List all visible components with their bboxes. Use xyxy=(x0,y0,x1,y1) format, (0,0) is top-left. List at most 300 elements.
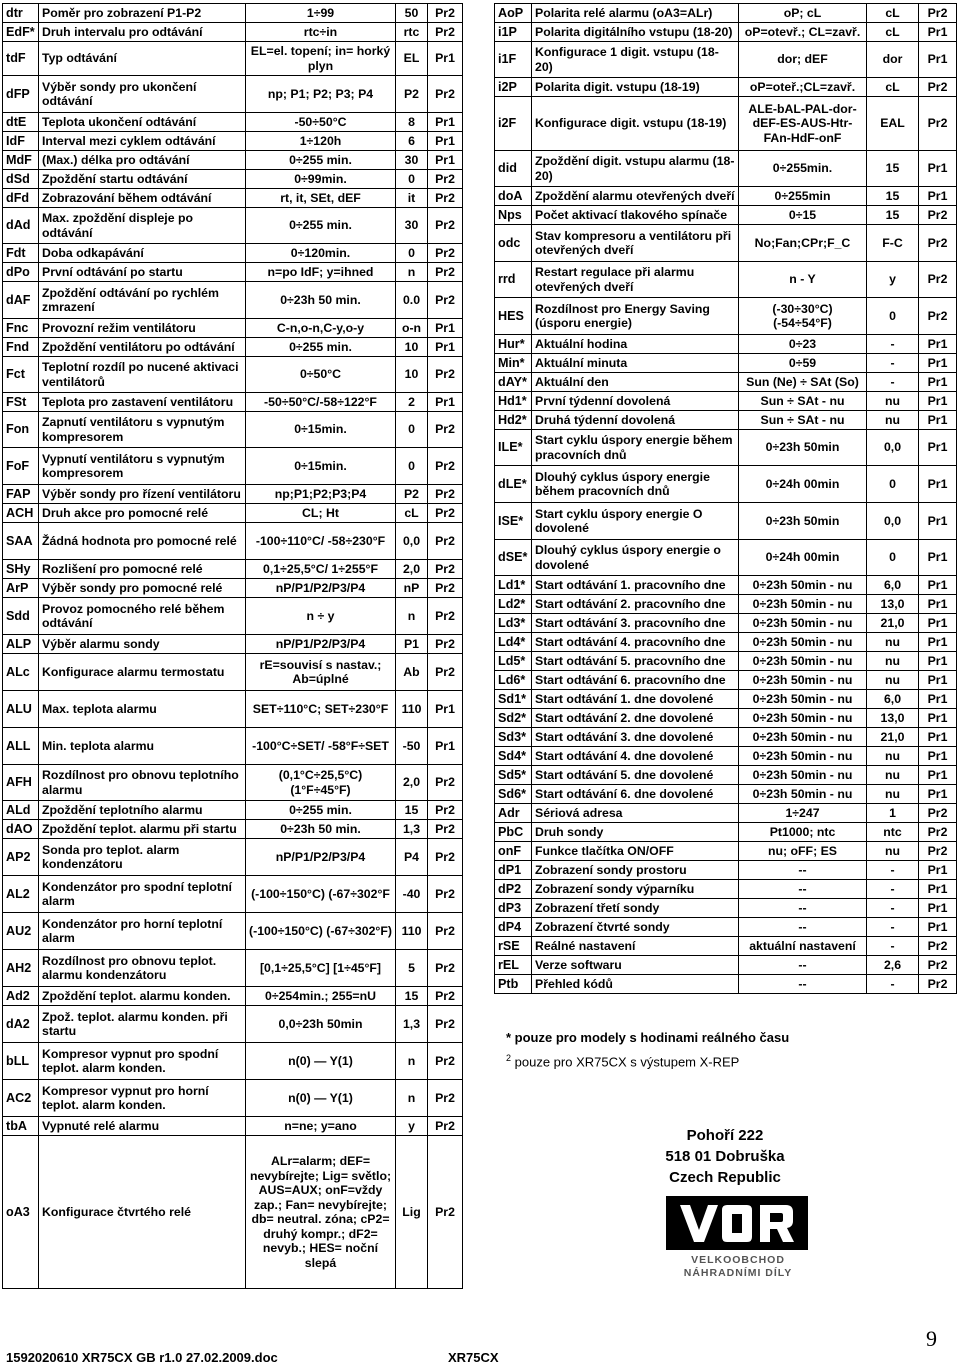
param-level: Pr1 xyxy=(919,373,957,392)
param-code: dAO xyxy=(3,820,39,839)
param-range: (0,1°C÷25,5°C) (1°F÷45°F) xyxy=(246,765,396,801)
param-default: 15 xyxy=(867,187,919,206)
param-range: 0÷120min. xyxy=(246,244,396,263)
param-default: 0.0 xyxy=(396,282,428,319)
table-row xyxy=(495,899,957,918)
param-level: Pr2 xyxy=(919,956,957,975)
table-row xyxy=(495,430,957,466)
param-level: Pr2 xyxy=(919,206,957,225)
param-level: Pr2 xyxy=(428,635,463,654)
param-level: Pr2 xyxy=(428,23,463,42)
table-row xyxy=(3,412,463,448)
param-range: (-100÷150°C) (-67÷302°F) xyxy=(246,913,396,950)
param-default: 15 xyxy=(867,151,919,187)
param-range: Sun (Ne) ÷ SAt (So) xyxy=(739,373,867,392)
param-default: 5 xyxy=(396,950,428,987)
param-level: Pr1 xyxy=(919,23,957,42)
param-code: dPo xyxy=(3,263,39,282)
param-default: 50 xyxy=(396,4,428,23)
param-code: Sdd xyxy=(3,598,39,635)
table-row xyxy=(3,1117,463,1136)
param-level: Pr2 xyxy=(428,598,463,635)
param-level: Pr1 xyxy=(428,319,463,338)
param-description: Dlouhý cyklus úspory energie o dovolené xyxy=(532,540,739,576)
table-row xyxy=(495,842,957,861)
param-description: Výběr sondy pro řízení ventilátoru xyxy=(39,485,246,504)
param-code: dFd xyxy=(3,189,39,208)
table-row xyxy=(3,654,463,691)
param-default: 10 xyxy=(396,338,428,357)
param-code: oA3 xyxy=(3,1136,39,1289)
param-range: ALE-bAL-PAL-dor-dEF-ES-AUS-Htr-FAn-HdF-onF xyxy=(739,97,867,151)
param-default: P2 xyxy=(396,485,428,504)
table-row xyxy=(3,801,463,820)
param-level: Pr2 xyxy=(428,1117,463,1136)
right-parameter-table xyxy=(494,3,957,994)
table-row xyxy=(3,579,463,598)
table-row xyxy=(495,804,957,823)
param-description: Výběr sondy pro ukončení odtávání xyxy=(39,76,246,113)
param-default: F-C xyxy=(867,225,919,262)
param-code: AC2 xyxy=(3,1080,39,1117)
param-range: 0÷255min xyxy=(739,187,867,206)
param-code: dA2 xyxy=(3,1006,39,1043)
param-range: nP/P1/P2/P3/P4 xyxy=(246,579,396,598)
param-description: Sériová adresa xyxy=(532,804,739,823)
table-row xyxy=(3,189,463,208)
param-range: aktuální nastavení xyxy=(739,937,867,956)
param-description: Vypnuté relé alarmu xyxy=(39,1117,246,1136)
table-row xyxy=(3,598,463,635)
table-row xyxy=(495,97,957,151)
param-range: nP/P1/P2/P3/P4 xyxy=(246,839,396,876)
param-description: Teplota ukončení odtávání xyxy=(39,113,246,132)
param-level: Pr2 xyxy=(919,804,957,823)
param-code: AFH xyxy=(3,765,39,801)
param-default: 15 xyxy=(396,987,428,1006)
param-level: Pr1 xyxy=(919,540,957,576)
table-row xyxy=(495,354,957,373)
table-row xyxy=(3,913,463,950)
param-description: Zobrazení sondy prostoru xyxy=(532,861,739,880)
table-row xyxy=(3,987,463,1006)
param-level: Pr1 xyxy=(428,691,463,728)
param-code: ACH xyxy=(3,504,39,523)
param-range: np;P1;P2;P3;P4 xyxy=(246,485,396,504)
param-code: i1P xyxy=(495,23,532,42)
param-range: -- xyxy=(739,861,867,880)
param-code: dAF xyxy=(3,282,39,319)
param-code: Ld6* xyxy=(495,671,532,690)
param-default: 0 xyxy=(396,448,428,485)
table-row xyxy=(495,298,957,335)
param-range: nP/P1/P2/P3/P4 xyxy=(246,635,396,654)
param-description: (Max.) délka pro odtávání xyxy=(39,151,246,170)
param-description: Zobrazení sondy výparníku xyxy=(532,880,739,899)
param-range: No;Fan;CPr;F_C xyxy=(739,225,867,262)
param-level: Pr2 xyxy=(919,823,957,842)
param-level: Pr1 xyxy=(919,899,957,918)
param-level: Pr2 xyxy=(919,937,957,956)
param-default: 0 xyxy=(396,170,428,189)
table-row xyxy=(3,839,463,876)
param-default: nu xyxy=(867,747,919,766)
param-default: 21,0 xyxy=(867,728,919,747)
param-description: Start odtávání 4. dne dovolené xyxy=(532,747,739,766)
param-default: - xyxy=(867,899,919,918)
logo-tagline-2: NÁHRADNÍMI DÍLY xyxy=(683,1267,793,1279)
param-default: nu xyxy=(867,785,919,804)
param-level: Pr2 xyxy=(428,208,463,244)
param-range: 0÷23h 50min - nu xyxy=(739,690,867,709)
param-range: 0÷24h 00min xyxy=(739,540,867,576)
param-code: Sd3* xyxy=(495,728,532,747)
param-range: (-100÷150°C) (-67÷302°F xyxy=(246,876,396,913)
param-default: nu xyxy=(867,766,919,785)
table-row xyxy=(495,823,957,842)
param-description: Start odtávání 2. pracovního dne xyxy=(532,595,739,614)
param-level: Pr2 xyxy=(428,950,463,987)
param-level: Pr1 xyxy=(919,595,957,614)
param-code: Fnc xyxy=(3,319,39,338)
param-level: Pr2 xyxy=(919,975,957,994)
param-range: n - Y xyxy=(739,262,867,298)
param-code: dP4 xyxy=(495,918,532,937)
param-range: 0÷23h 50min - nu xyxy=(739,595,867,614)
param-code: dFP xyxy=(3,76,39,113)
param-range: -100°C÷SET/ -58°F÷SET xyxy=(246,728,396,765)
param-code: Fct xyxy=(3,357,39,393)
param-default: nu xyxy=(867,411,919,430)
param-range: 0÷255 min. xyxy=(246,208,396,244)
table-row xyxy=(495,151,957,187)
param-range: rtc÷in xyxy=(246,23,396,42)
param-code: Hur* xyxy=(495,335,532,354)
param-range: -- xyxy=(739,880,867,899)
param-level: Pr2 xyxy=(919,225,957,262)
param-level: Pr2 xyxy=(428,560,463,579)
param-default: cL xyxy=(867,4,919,23)
param-level: Pr1 xyxy=(919,728,957,747)
param-range: n=ne; y=ano xyxy=(246,1117,396,1136)
param-description: Konfigurace 1 digit. vstupu (18-20) xyxy=(532,42,739,78)
param-range: -- xyxy=(739,956,867,975)
table-row xyxy=(495,671,957,690)
param-range: 0÷15min. xyxy=(246,448,396,485)
param-code: Hd2* xyxy=(495,411,532,430)
param-description: Zpoždění ventilátoru po odtávání xyxy=(39,338,246,357)
param-description: Rozdílnost pro obnovu teplot. alarmu kondenzátoru xyxy=(39,950,246,987)
param-default: P2 xyxy=(396,76,428,113)
param-range: 0÷254min.; 255=nU xyxy=(246,987,396,1006)
param-code: AH2 xyxy=(3,950,39,987)
param-code: onF xyxy=(495,842,532,861)
param-range: [0,1÷25,5°C] [1÷45°F] xyxy=(246,950,396,987)
param-default: 10 xyxy=(396,357,428,393)
param-range: 0÷23 xyxy=(739,335,867,354)
param-code: Fon xyxy=(3,412,39,448)
table-row xyxy=(3,244,463,263)
param-default: n xyxy=(396,1043,428,1080)
param-level: Pr2 xyxy=(428,263,463,282)
table-row xyxy=(495,956,957,975)
param-code: rEL xyxy=(495,956,532,975)
param-code: ALL xyxy=(3,728,39,765)
param-default: P1 xyxy=(396,635,428,654)
param-range: 0÷15min. xyxy=(246,412,396,448)
param-range: 0÷23h 50min - nu xyxy=(739,785,867,804)
table-row xyxy=(3,1006,463,1043)
table-row xyxy=(495,23,957,42)
param-default: n xyxy=(396,263,428,282)
param-description: Zobrazení čtvrté sondy xyxy=(532,918,739,937)
param-code: Adr xyxy=(495,804,532,823)
param-default: 1,3 xyxy=(396,820,428,839)
param-range: ALr=alarm; dEF= nevybírejte; Lig= světlo; AUS=AUX; onF=vždy zap.; Fan= nevybírejte; db= neutral. zóna; cP2= druhý kompr.; dF2= nevyb.; HES= noční slepá xyxy=(246,1136,396,1289)
param-code: Sd1* xyxy=(495,690,532,709)
param-code: dLE* xyxy=(495,466,532,503)
param-level: Pr1 xyxy=(919,747,957,766)
param-code: dP2 xyxy=(495,880,532,899)
param-description: Start odtávání 6. dne dovolené xyxy=(532,785,739,804)
table-row xyxy=(495,466,957,503)
param-code: AoP xyxy=(495,4,532,23)
table-row xyxy=(3,357,463,393)
param-range: 0÷23h 50min - nu xyxy=(739,747,867,766)
param-code: tdF xyxy=(3,42,39,76)
param-range: Sun ÷ SAt - nu xyxy=(739,392,867,411)
param-range: Sun ÷ SAt - nu xyxy=(739,411,867,430)
param-level: Pr2 xyxy=(919,842,957,861)
param-description: Výběr alarmu sondy xyxy=(39,635,246,654)
param-code: ALP xyxy=(3,635,39,654)
param-code: Ld3* xyxy=(495,614,532,633)
param-range: (-30÷30°C) (-54÷54°F) xyxy=(739,298,867,335)
param-code: dAd xyxy=(3,208,39,244)
param-code: ALd xyxy=(3,801,39,820)
table-row xyxy=(3,485,463,504)
param-description: Sonda pro teplot. alarm kondenzátoru xyxy=(39,839,246,876)
param-range: 0÷23h 50min - nu xyxy=(739,766,867,785)
param-default: y xyxy=(396,1117,428,1136)
table-row xyxy=(3,42,463,76)
param-description: Min. teplota alarmu xyxy=(39,728,246,765)
table-row xyxy=(3,151,463,170)
param-default: n xyxy=(396,1080,428,1117)
param-description: Start odtávání 4. pracovního dne xyxy=(532,633,739,652)
param-range: 0÷23h 50min xyxy=(739,430,867,466)
param-range: 0÷59 xyxy=(739,354,867,373)
param-code: Fdt xyxy=(3,244,39,263)
param-level: Pr1 xyxy=(428,42,463,76)
table-row xyxy=(3,728,463,765)
param-level: Pr2 xyxy=(428,1043,463,1080)
param-default: nu xyxy=(867,633,919,652)
param-level: Pr2 xyxy=(428,4,463,23)
param-level: Pr2 xyxy=(428,801,463,820)
param-default: Ab xyxy=(396,654,428,691)
param-level: Pr1 xyxy=(919,411,957,430)
param-code: Sd4* xyxy=(495,747,532,766)
table-row xyxy=(3,635,463,654)
param-description: Interval mezi cyklem odtávání xyxy=(39,132,246,151)
param-description: Zobrazení třetí sondy xyxy=(532,899,739,918)
param-default: cL xyxy=(396,504,428,523)
param-description: Start cyklu úspory energie O dovolené xyxy=(532,503,739,540)
table-row xyxy=(3,393,463,412)
param-level: Pr2 xyxy=(428,765,463,801)
param-description: Polarita digitálního vstupu (18-20) xyxy=(532,23,739,42)
param-level: Pr2 xyxy=(428,448,463,485)
table-row xyxy=(3,319,463,338)
param-level: Pr2 xyxy=(428,244,463,263)
table-row xyxy=(3,170,463,189)
param-code: Hd1* xyxy=(495,392,532,411)
param-level: Pr2 xyxy=(428,504,463,523)
param-default: 2 xyxy=(396,393,428,412)
param-description: Aktuální den xyxy=(532,373,739,392)
param-code: ISE* xyxy=(495,503,532,540)
table-row xyxy=(3,113,463,132)
footnote-mark: 2 xyxy=(506,1053,512,1063)
param-range: 0÷23h 50min - nu xyxy=(739,709,867,728)
logo-tagline xyxy=(660,1254,816,1280)
logo-tagline-1: VELKOOBCHOD xyxy=(691,1254,785,1266)
param-code: dtr xyxy=(3,4,39,23)
param-level: Pr2 xyxy=(428,820,463,839)
table-row xyxy=(495,503,957,540)
param-description: Start odtávání 1. pracovního dne xyxy=(532,576,739,595)
param-default: rtc xyxy=(396,23,428,42)
param-description: Konfigurace alarmu termostatu xyxy=(39,654,246,691)
param-code: Sd6* xyxy=(495,785,532,804)
param-range: 0÷23h 50 min. xyxy=(246,820,396,839)
param-range: 0÷99min. xyxy=(246,170,396,189)
table-row xyxy=(495,918,957,937)
param-description: Konfigurace čtvrtého relé xyxy=(39,1136,246,1289)
param-code: dP3 xyxy=(495,899,532,918)
param-level: Pr1 xyxy=(919,392,957,411)
table-row xyxy=(495,78,957,97)
param-level: Pr1 xyxy=(919,785,957,804)
param-description: Aktuální minuta xyxy=(532,354,739,373)
address-country: Czech Republic xyxy=(669,1169,781,1186)
param-code: ALU xyxy=(3,691,39,728)
param-range: 0÷23h 50 min. xyxy=(246,282,396,319)
param-default: - xyxy=(867,373,919,392)
param-default: - xyxy=(867,937,919,956)
param-range: 0÷23h 50min - nu xyxy=(739,614,867,633)
param-code: dSd xyxy=(3,170,39,189)
param-range: CL; Ht xyxy=(246,504,396,523)
param-description: Druh sondy xyxy=(532,823,739,842)
param-default: Lig xyxy=(396,1136,428,1289)
param-default: 6,0 xyxy=(867,576,919,595)
table-row xyxy=(495,576,957,595)
param-default: - xyxy=(867,918,919,937)
param-code: doA xyxy=(495,187,532,206)
param-description: Teplotní rozdíl po nucené aktivaci ventilátorů xyxy=(39,357,246,393)
param-range: 1÷120h xyxy=(246,132,396,151)
vor-logo xyxy=(666,1196,808,1250)
param-level: Pr1 xyxy=(919,880,957,899)
param-default: nP xyxy=(396,579,428,598)
param-default: 0 xyxy=(396,244,428,263)
param-description: Reálné nastavení xyxy=(532,937,739,956)
param-code: ALc xyxy=(3,654,39,691)
param-range: 0,1÷25,5°C/ 1÷255°F xyxy=(246,560,396,579)
param-default: - xyxy=(867,861,919,880)
param-description: Funkce tlačítka ON/OFF xyxy=(532,842,739,861)
param-level: Pr2 xyxy=(919,298,957,335)
param-default: 2,0 xyxy=(396,765,428,801)
company-address xyxy=(600,1125,850,1188)
param-default: 110 xyxy=(396,691,428,728)
param-level: Pr2 xyxy=(428,357,463,393)
param-description: Restart regulace při alarmu otevřených dveří xyxy=(532,262,739,298)
param-range: 0÷23h 50min - nu xyxy=(739,652,867,671)
param-code: rrd xyxy=(495,262,532,298)
param-description: Start odtávání 1. dne dovolené xyxy=(532,690,739,709)
param-range: SET÷110°C; SET÷230°F xyxy=(246,691,396,728)
param-description: Vypnutí ventilátoru s vypnutým kompresorem xyxy=(39,448,246,485)
param-level: Pr2 xyxy=(428,523,463,560)
table-row xyxy=(495,595,957,614)
param-description: Stav kompresoru a ventilátoru při otevřených dveří xyxy=(532,225,739,262)
param-level: Pr1 xyxy=(919,671,957,690)
table-row xyxy=(495,861,957,880)
param-level: Pr1 xyxy=(919,766,957,785)
param-default: nu xyxy=(867,652,919,671)
left-table-body xyxy=(3,4,463,1289)
param-range: -50÷50°C xyxy=(246,113,396,132)
address-street: Pohoří 222 xyxy=(686,1127,764,1144)
table-row xyxy=(495,411,957,430)
param-range: 1÷99 xyxy=(246,4,396,23)
param-code: AP2 xyxy=(3,839,39,876)
param-description: Zpoždění odtávání po rychlém zmrazení xyxy=(39,282,246,319)
param-code: Sd2* xyxy=(495,709,532,728)
table-row xyxy=(495,652,957,671)
param-level: Pr2 xyxy=(919,97,957,151)
param-level: Pr2 xyxy=(919,78,957,97)
param-default: EL xyxy=(396,42,428,76)
param-description: Výběr sondy pro pomocné relé xyxy=(39,579,246,598)
param-level: Pr1 xyxy=(919,187,957,206)
param-description: Provoz pomocného relé během odtávání xyxy=(39,598,246,635)
param-code: ArP xyxy=(3,579,39,598)
param-description: Zpoždění teplot. alarmu konden. xyxy=(39,987,246,1006)
table-row xyxy=(495,225,957,262)
param-range: oP=otevř.; CL=zavř. xyxy=(739,23,867,42)
param-level: Pr1 xyxy=(428,393,463,412)
table-row xyxy=(495,614,957,633)
param-code: FAP xyxy=(3,485,39,504)
param-default: o-n xyxy=(396,319,428,338)
param-description: Provozní režim ventilátoru xyxy=(39,319,246,338)
param-description: Polarita digit. vstupu (18-19) xyxy=(532,78,739,97)
param-code: Ad2 xyxy=(3,987,39,1006)
param-level: Pr1 xyxy=(428,132,463,151)
param-level: Pr2 xyxy=(919,262,957,298)
table-row xyxy=(3,1080,463,1117)
param-default: 1 xyxy=(867,804,919,823)
param-range: oP; cL xyxy=(739,4,867,23)
param-range: oP=oteř.;CL=zavř. xyxy=(739,78,867,97)
table-row xyxy=(495,747,957,766)
param-code: SHy xyxy=(3,560,39,579)
table-row xyxy=(3,338,463,357)
